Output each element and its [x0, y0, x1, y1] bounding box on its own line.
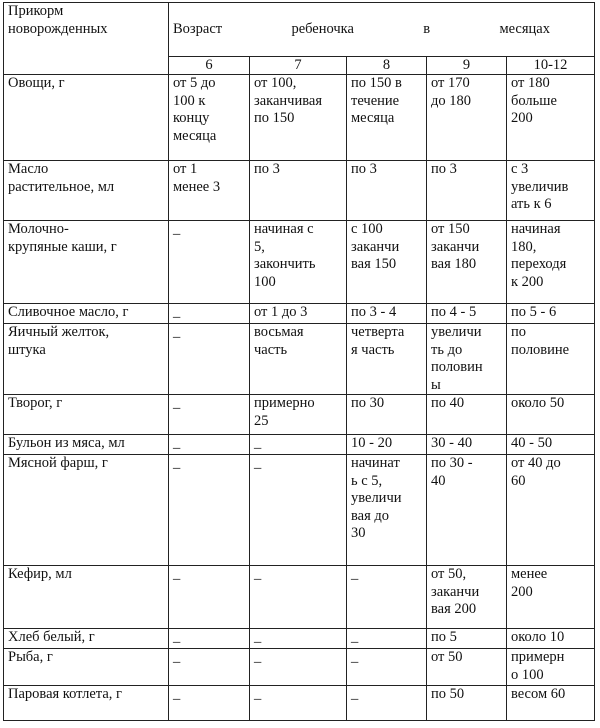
- table-cell: _: [169, 221, 250, 304]
- row-label: Сливочное масло, г: [4, 304, 169, 324]
- table-cell: по 3: [347, 161, 427, 221]
- row-label: Яичный желток, штука: [4, 324, 169, 395]
- row-label: Бульон из мяса, мл: [4, 435, 169, 455]
- table-cell: по 30 - 40: [427, 455, 507, 566]
- table-cell: от 150 заканчи вая 180: [427, 221, 507, 304]
- table-cell: от 1 до 3: [250, 304, 347, 324]
- table-cell: от 180 больше 200: [507, 75, 595, 161]
- table-cell: начиная 180, переходя к 200: [507, 221, 595, 304]
- table-cell: _: [347, 629, 427, 649]
- table-cell: 30 - 40: [427, 435, 507, 455]
- month-header: 7: [250, 56, 347, 75]
- table-cell: начиная с 5, закончить 100: [250, 221, 347, 304]
- table-row: [4, 629, 595, 649]
- table-cell: от 170 до 180: [427, 75, 507, 161]
- table-cell: _: [169, 566, 250, 629]
- table-cell: _: [169, 304, 250, 324]
- month-header: 9: [427, 56, 507, 75]
- table-row: [4, 566, 595, 629]
- table-cell: по 4 - 5: [427, 304, 507, 324]
- table-cell: _: [250, 629, 347, 649]
- table-cell: по 3: [427, 161, 507, 221]
- header-age-word: месяцах: [499, 20, 550, 37]
- table-cell: _: [347, 649, 427, 686]
- table-cell: _: [169, 629, 250, 649]
- table-cell: начинат ь с 5, увеличи вая до 30: [347, 455, 427, 566]
- table-cell: весом 60: [507, 686, 595, 721]
- table-cell: по 3: [250, 161, 347, 221]
- table-row: [4, 455, 595, 566]
- table-cell: _: [169, 455, 250, 566]
- table-cell: _: [169, 649, 250, 686]
- row-label: Паровая котлета, г: [4, 686, 169, 721]
- table-row: [4, 221, 595, 304]
- row-label: Рыба, г: [4, 649, 169, 686]
- table-cell: _: [169, 324, 250, 395]
- feeding-table: [3, 2, 595, 721]
- month-header: 8: [347, 56, 427, 75]
- table-cell: 10 - 20: [347, 435, 427, 455]
- table-row: [4, 649, 595, 686]
- header-age-word: ребеночка: [291, 20, 354, 37]
- header-age-cell: [169, 3, 595, 57]
- row-label: Молочно- крупяные каши, г: [4, 221, 169, 304]
- table-cell: по 40: [427, 395, 507, 435]
- header-age-word: в: [423, 20, 431, 37]
- table-cell: по 150 в течение месяца: [347, 75, 427, 161]
- table-cell: увеличи ть до половин ы: [427, 324, 507, 395]
- table-cell: _: [250, 435, 347, 455]
- header-first-cell: Прикорм новорожденных: [4, 3, 169, 75]
- table-row: [4, 304, 595, 324]
- table-cell: по 5: [427, 629, 507, 649]
- table-row: [4, 161, 595, 221]
- table-cell: _: [169, 686, 250, 721]
- table-cell: от 40 до 60: [507, 455, 595, 566]
- table-cell: _: [250, 649, 347, 686]
- row-label: Хлеб белый, г: [4, 629, 169, 649]
- table-cell: _: [347, 686, 427, 721]
- table-cell: _: [347, 566, 427, 629]
- table-row: [4, 324, 595, 395]
- table-cell: _: [250, 566, 347, 629]
- table-row: [4, 395, 595, 435]
- table-cell: от 5 до 100 к концу месяца: [169, 75, 250, 161]
- table-cell: по половине: [507, 324, 595, 395]
- table-cell: _: [250, 686, 347, 721]
- table-row: [4, 435, 595, 455]
- row-label: Кефир, мл: [4, 566, 169, 629]
- header-row: [4, 3, 595, 57]
- row-label: Мясной фарш, г: [4, 455, 169, 566]
- table-cell: примерно 25: [250, 395, 347, 435]
- month-header: 10-12: [507, 56, 595, 75]
- table-cell: 40 - 50: [507, 435, 595, 455]
- table-cell: по 3 - 4: [347, 304, 427, 324]
- row-label: Овощи, г: [4, 75, 169, 161]
- table-cell: четверта я часть: [347, 324, 427, 395]
- row-label: Масло растительное, мл: [4, 161, 169, 221]
- table-row: [4, 75, 595, 161]
- header-age-word: Возраст: [173, 20, 223, 37]
- table-cell: _: [169, 435, 250, 455]
- table-cell: по 30: [347, 395, 427, 435]
- table-cell: по 5 - 6: [507, 304, 595, 324]
- table-cell: от 100, заканчивая по 150: [250, 75, 347, 161]
- table-row: [4, 686, 595, 721]
- table-cell: от 1 менее 3: [169, 161, 250, 221]
- table-cell: менее 200: [507, 566, 595, 629]
- table-cell: по 50: [427, 686, 507, 721]
- table-cell: около 10: [507, 629, 595, 649]
- table-cell: _: [250, 455, 347, 566]
- table-cell: _: [169, 395, 250, 435]
- table-cell: с 3 увеличив ать к 6: [507, 161, 595, 221]
- table-cell: восьмая часть: [250, 324, 347, 395]
- month-header: 6: [169, 56, 250, 75]
- table-cell: от 50, заканчи вая 200: [427, 566, 507, 629]
- table-cell: с 100 заканчи вая 150: [347, 221, 427, 304]
- table-cell: примерн о 100: [507, 649, 595, 686]
- table-cell: около 50: [507, 395, 595, 435]
- table-cell: от 50: [427, 649, 507, 686]
- row-label: Творог, г: [4, 395, 169, 435]
